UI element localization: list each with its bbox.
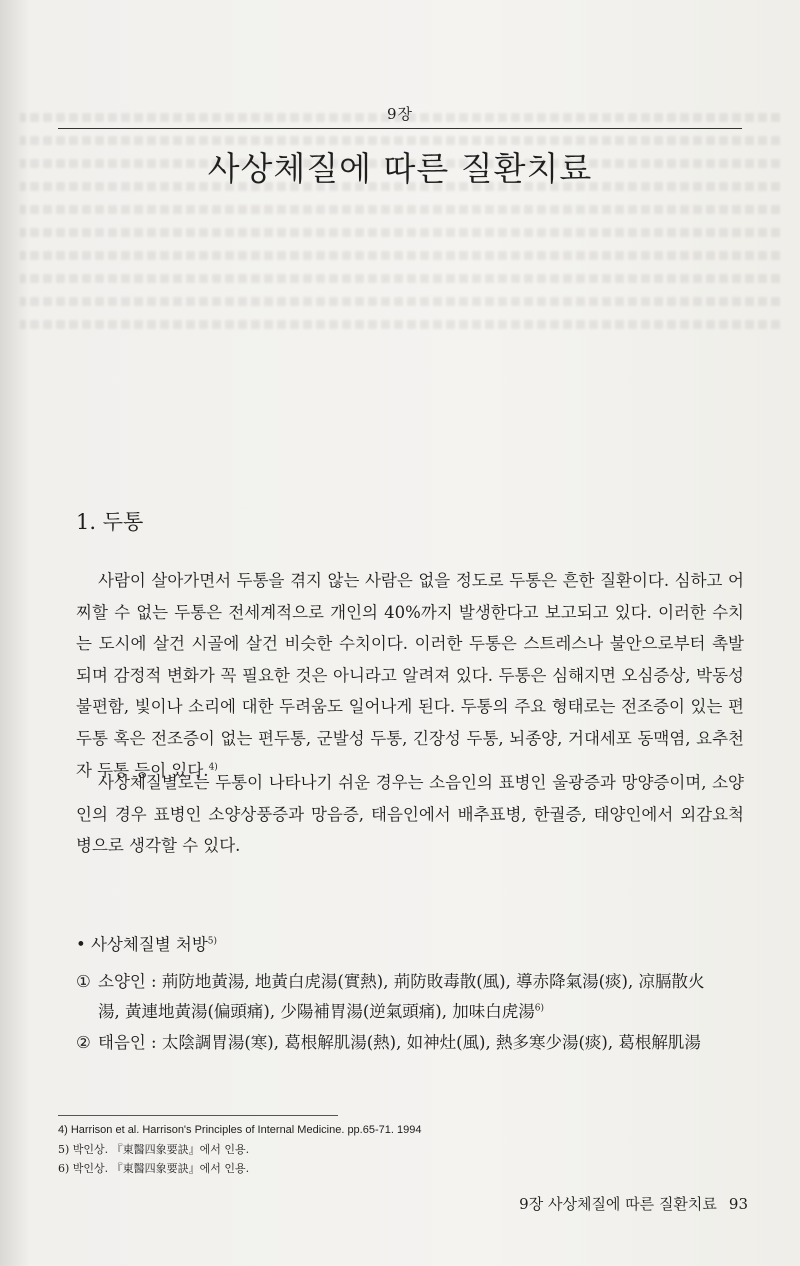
prescription-number: ① (76, 972, 91, 991)
footnote-ref-4: 4) (208, 762, 218, 773)
running-footer (519, 1193, 748, 1214)
paragraph-2 (76, 767, 744, 862)
prescription-line (76, 997, 746, 1027)
prescription-text: 소양인 : 荊防地黃湯, 地黃白虎湯(實熱), 荊防敗毒散(風), 導赤降氣湯(痰), 凉膈散火 (98, 972, 705, 991)
footnote-item: 4) Harrison et al. Harrison's Principles of Internal Medicine. pp.65-71. 1994 (58, 1124, 422, 1136)
footnote-rule (58, 1115, 338, 1116)
footnote-item: 6) 박인상. 『東醫四象要訣』에서 인용. (58, 1162, 250, 1175)
footnote-ref-5: 5) (207, 936, 218, 947)
footnote-ref-6: 6) (534, 1003, 544, 1014)
prescription-line (76, 1028, 746, 1058)
footnote-item: 5) 박인상. 『東醫四象要訣』에서 인용. (58, 1143, 250, 1156)
page-title: 사상체질에 따른 질환치료 (207, 149, 593, 188)
paragraph-2-text: 사상체질별로는 두통이 나타나기 쉬운 경우는 소음인의 표병인 울광증과 망양증이며, 소양인의 경우 표병인 소양상풍증과 망음증, 태음인에서 배추표병, 한궐증, 태양인에서 외감요척병으로 생각할 수 있다. (76, 773, 744, 856)
paragraph-1-text: 사람이 살아가면서 두통을 겪지 않는 사람은 없을 정도로 두통은 흔한 질환이다. 심하고 어찌할 수 없는 두통은 전세계적으로 개인의 40%까지 발생한다고 보고되고 있다. 이러한 수치는 도시에 살건 시골에 살건 비슷한 수치이다. 이러한 두통은 스트레스나 불안으로부터 촉발되며 감정적 변화가 꼭 필요한 것은 아니라고 알려져 있다. 두통은 심해지면 오심증상, 박동성 불편함, 빛이나 소리에 대한 두려움도 일어나게 된다. 두통의 주요 형태로는 전조증이 있는 편두통 혹은 전조증이 없는 편두통, 군발성 두통, 긴장성 두통, 뇌종양, 거대세포 동맥염, 요추천자 두통 등이 있다. (76, 571, 744, 780)
bullet-heading (76, 931, 217, 955)
prescription-text: 湯, 黃連地黃湯(偏頭痛), 少陽補胃湯(逆氣頭痛), 加味白虎湯 (98, 1002, 535, 1021)
prescription-item (76, 967, 746, 1027)
footnotes (58, 1121, 421, 1178)
prescription-line (76, 967, 746, 997)
paragraph-1 (76, 565, 744, 786)
header-rule (58, 128, 742, 129)
prescription-text: 태음인 : 太陰調胃湯(寒), 葛根解肌湯(熱), 如神灶(風), 熱多寒少湯(痰), 葛根解肌湯 (98, 1033, 701, 1052)
running-footer-title: 9장 사상체질에 따른 질환치료 (519, 1195, 717, 1213)
prescription-number: ② (76, 1033, 91, 1052)
prescription-item (76, 1028, 746, 1058)
page-number: 93 (728, 1195, 748, 1213)
chapter-label: 9장 (386, 105, 414, 123)
bullet-heading-text: • 사상체질별 처방 (76, 935, 208, 954)
section-heading: 1. 두통 (76, 510, 144, 534)
